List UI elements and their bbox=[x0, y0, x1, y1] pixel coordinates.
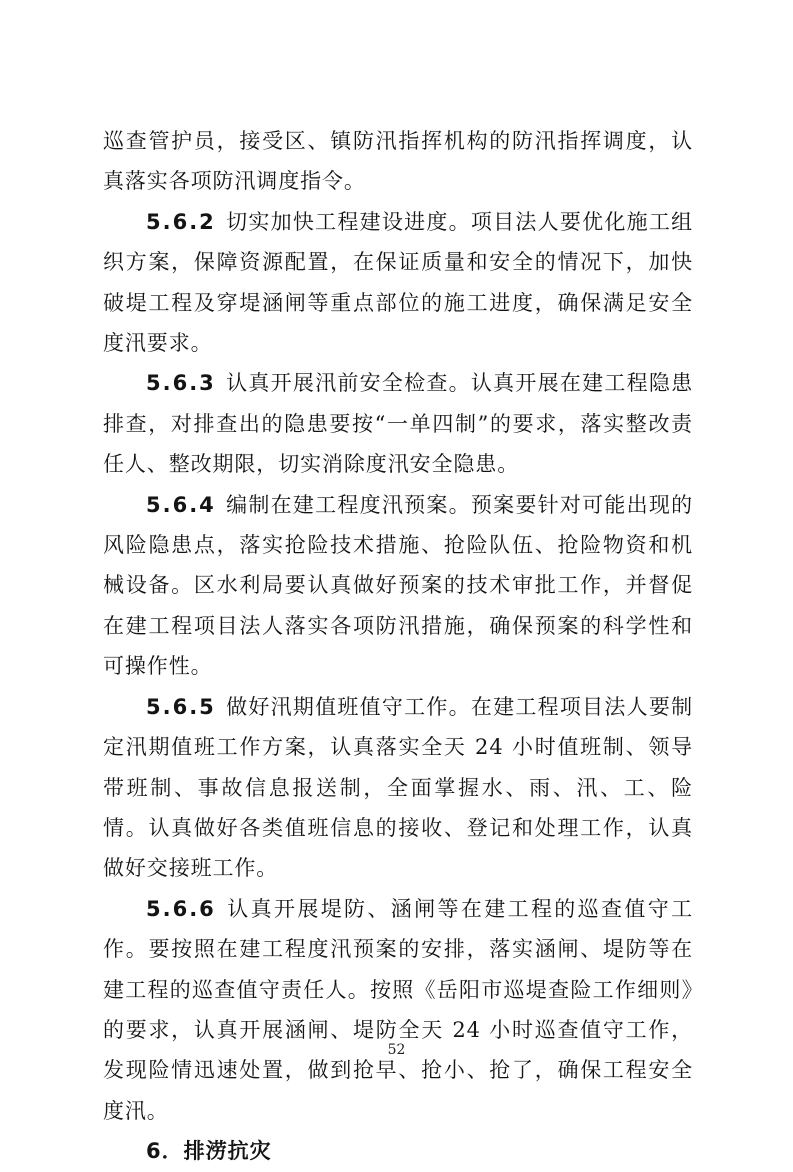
clause-number: 5.6.2 bbox=[146, 209, 216, 234]
clause-lead: 编制在建工程度汛预案。 bbox=[225, 492, 471, 517]
clause-lead: 做好汛期值班值守工作。 bbox=[225, 694, 471, 719]
page-number: 52 bbox=[387, 1042, 406, 1058]
document-body bbox=[103, 121, 693, 1172]
clause-number: 5.6.4 bbox=[146, 492, 216, 517]
paragraph-text: 在建工程项目法人要制定汛期值班工作方案，认真落实全天 24 小时值班制、领导带班制、事故信息报送制，全面掌握水、雨、汛、工、险情。认真做好各类值班信息的接收、登记和处理工作，认真做好交接班工作。 bbox=[103, 694, 694, 881]
paragraph-text: 项目法人要优化施工组织方案，保障资源配置，在保证质量和安全的情况下，加快破堤工程及穿堤涵闸等重点部位的施工进度，确保满足安全度汛要求。 bbox=[103, 209, 694, 356]
section-heading: 6．排涝抗灾 bbox=[146, 1139, 272, 1164]
paragraph-5-6-3 bbox=[103, 363, 693, 484]
paragraph-5-6-6 bbox=[103, 889, 693, 1131]
paragraph-continuation bbox=[103, 121, 693, 202]
paragraph-5-6-2 bbox=[103, 202, 693, 364]
paragraph-5-6-5 bbox=[103, 687, 693, 889]
clause-lead: 认真开展堤防、涵闸等在建工程的巡查值守工作。 bbox=[103, 896, 693, 962]
paragraph-text: 要按照在建工程度汛预案的安排，落实涵闸、堤防等在建工程的巡查值守责任人。按照《岳阳市巡堤查险工作细则》的要求，认真开展涵闸、堤防全天 24 小时巡查值守工作，发现险情迅速处置，做到抢早、抢小、抢了，确保工程安全度汛。 bbox=[103, 937, 693, 1123]
paragraph-text: 巡查管护员，接受区、镇防汛指挥机构的防汛指挥调度，认真落实各项防汛调度指令。 bbox=[103, 129, 693, 194]
clause-number: 5.6.3 bbox=[146, 371, 216, 396]
clause-number: 5.6.5 bbox=[146, 694, 216, 719]
clause-number: 5.6.6 bbox=[146, 896, 216, 921]
paragraph-text: 预案要针对可能出现的风险隐患点，落实抢险技术措施、抢险队伍、抢险物资和机械设备。区水利局要认真做好预案的技术审批工作，并督促在建工程项目法人落实各项防汛措施，确保预案的科学性和可操作性。 bbox=[103, 492, 694, 679]
paragraph-5-6-4 bbox=[103, 485, 693, 687]
clause-lead: 认真开展汛前安全检查。 bbox=[225, 371, 471, 396]
paragraph-text: 认真开展在建工程隐患排查，对排查出的隐患要按“一单四制”的要求，落实整改责任人、整改期限，切实消除度汛安全隐患。 bbox=[103, 371, 694, 477]
clause-lead: 切实加快工程建设进度。 bbox=[225, 209, 471, 234]
